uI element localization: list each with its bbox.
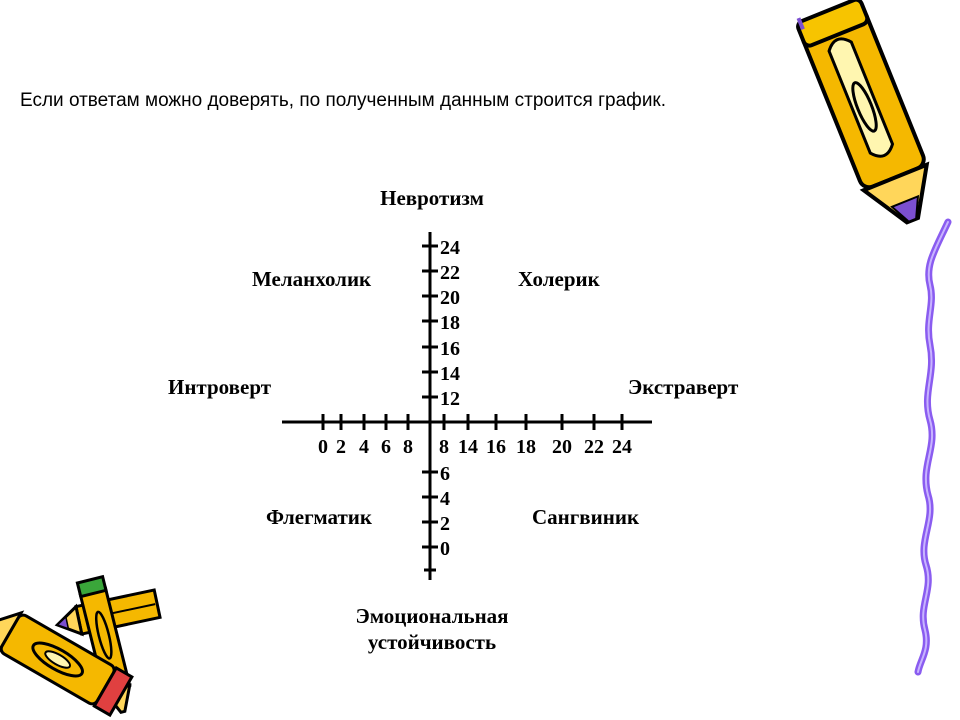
left-axis-label: Интроверт xyxy=(168,375,272,399)
y-tick-label: 14 xyxy=(440,363,460,385)
x-tick-label: 0 xyxy=(318,436,328,458)
x-tick-label: 22 xyxy=(584,436,604,458)
y-tick-label: 2 xyxy=(440,513,450,535)
x-tick-label: 8 xyxy=(403,436,413,458)
y-tick-label: 24 xyxy=(440,237,460,259)
x-tick-label: 18 xyxy=(516,436,536,458)
quadrant-label-melancholic: Меланхолик xyxy=(252,267,372,291)
x-tick-label: 16 xyxy=(486,436,506,458)
x-tick-label: 2 xyxy=(336,436,346,458)
y-tick-label: 4 xyxy=(440,488,450,510)
page-heading: Если ответам можно доверять, по полученным данным строится график. xyxy=(20,90,667,111)
x-tick-label: 14 xyxy=(458,436,478,458)
x-tick-label: 20 xyxy=(552,436,572,458)
right-axis-label: Экстраверт xyxy=(628,375,739,399)
bottom-axis-label xyxy=(355,603,508,655)
y-tick-label: 16 xyxy=(440,338,460,360)
x-tick-label: 4 xyxy=(359,436,369,458)
quadrant-label-sanguine: Сангвиник xyxy=(532,505,640,529)
quadrant-label-choleric: Холерик xyxy=(518,267,600,291)
y-tick-label: 6 xyxy=(440,463,450,485)
y-tick-label: 22 xyxy=(440,262,460,284)
quadrant-label-phlegmatic: Флегматик xyxy=(266,505,372,529)
bottom-axis-label-line1: Эмоциональная xyxy=(355,604,509,628)
y-tick-label: 0 xyxy=(440,538,450,560)
y-tick-label: 18 xyxy=(440,312,460,334)
x-axis-tick-labels xyxy=(318,436,632,458)
x-tick-label: 8 xyxy=(439,436,449,458)
y-tick-label: 12 xyxy=(440,388,460,410)
x-tick-label: 24 xyxy=(612,436,632,458)
top-axis-label: Невротизм xyxy=(380,186,484,210)
bottom-axis-label-line2: устойчивость xyxy=(367,630,497,654)
y-axis-tick-labels xyxy=(440,237,460,560)
x-tick-label: 6 xyxy=(381,436,391,458)
y-tick-label: 20 xyxy=(440,287,460,309)
